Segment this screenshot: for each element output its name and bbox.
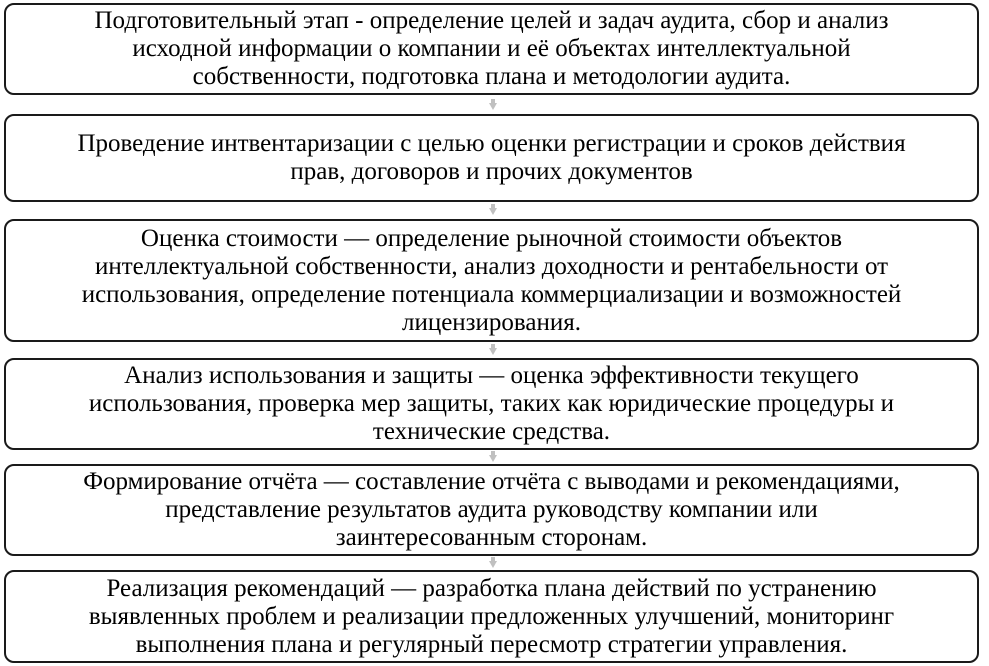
step-text-usage-protection: Анализ использования и защиты — оценка эффективности текущего использования, проверка мер защиты, таких как юридические процедуры и технические средства. bbox=[88, 362, 895, 445]
step-text-valuation: Оценка стоимости — определение рыночной стоимости объектов интеллектуальной собственности, анализ доходности и рентабельности от использования, определение потенциала коммерциализации и возможностей лицензирования. bbox=[81, 224, 902, 336]
step-text-inventory: Проведение интвентаризации с целью оценки регистрации и сроков действия прав, договоров и прочих документов bbox=[77, 130, 906, 185]
step-text-implementation: Реализация рекомендаций — разработка плана действий по устранению выявленных проблем и реализации предложенных улучшений, мониторинг выполнения плана и регулярный пересмотр стратегии управления. bbox=[88, 574, 895, 658]
down-arrow-icon bbox=[489, 348, 497, 355]
down-arrow-icon bbox=[489, 455, 497, 462]
down-arrow-icon bbox=[489, 103, 497, 110]
step-box-report bbox=[4, 464, 979, 556]
step-box-inventory bbox=[4, 114, 979, 202]
step-box-implementation bbox=[4, 570, 979, 663]
step-box-usage-protection bbox=[4, 358, 979, 450]
step-box-preparation bbox=[4, 3, 979, 95]
down-arrow-icon bbox=[489, 208, 497, 215]
step-text-report: Формирование отчёта — составление отчёта с выводами и рекомендациями, представление результатов аудита руководству компании или заинтересованным сторонам. bbox=[83, 468, 900, 551]
down-arrow-icon bbox=[489, 561, 497, 568]
step-box-valuation bbox=[4, 219, 979, 342]
step-text-preparation: Подготовительный этап - определение целей и задач аудита, сбор и анализ исходной информации о компании и её объектах интеллектуальной собственности, подготовка плана и методологии аудита. bbox=[94, 7, 889, 90]
